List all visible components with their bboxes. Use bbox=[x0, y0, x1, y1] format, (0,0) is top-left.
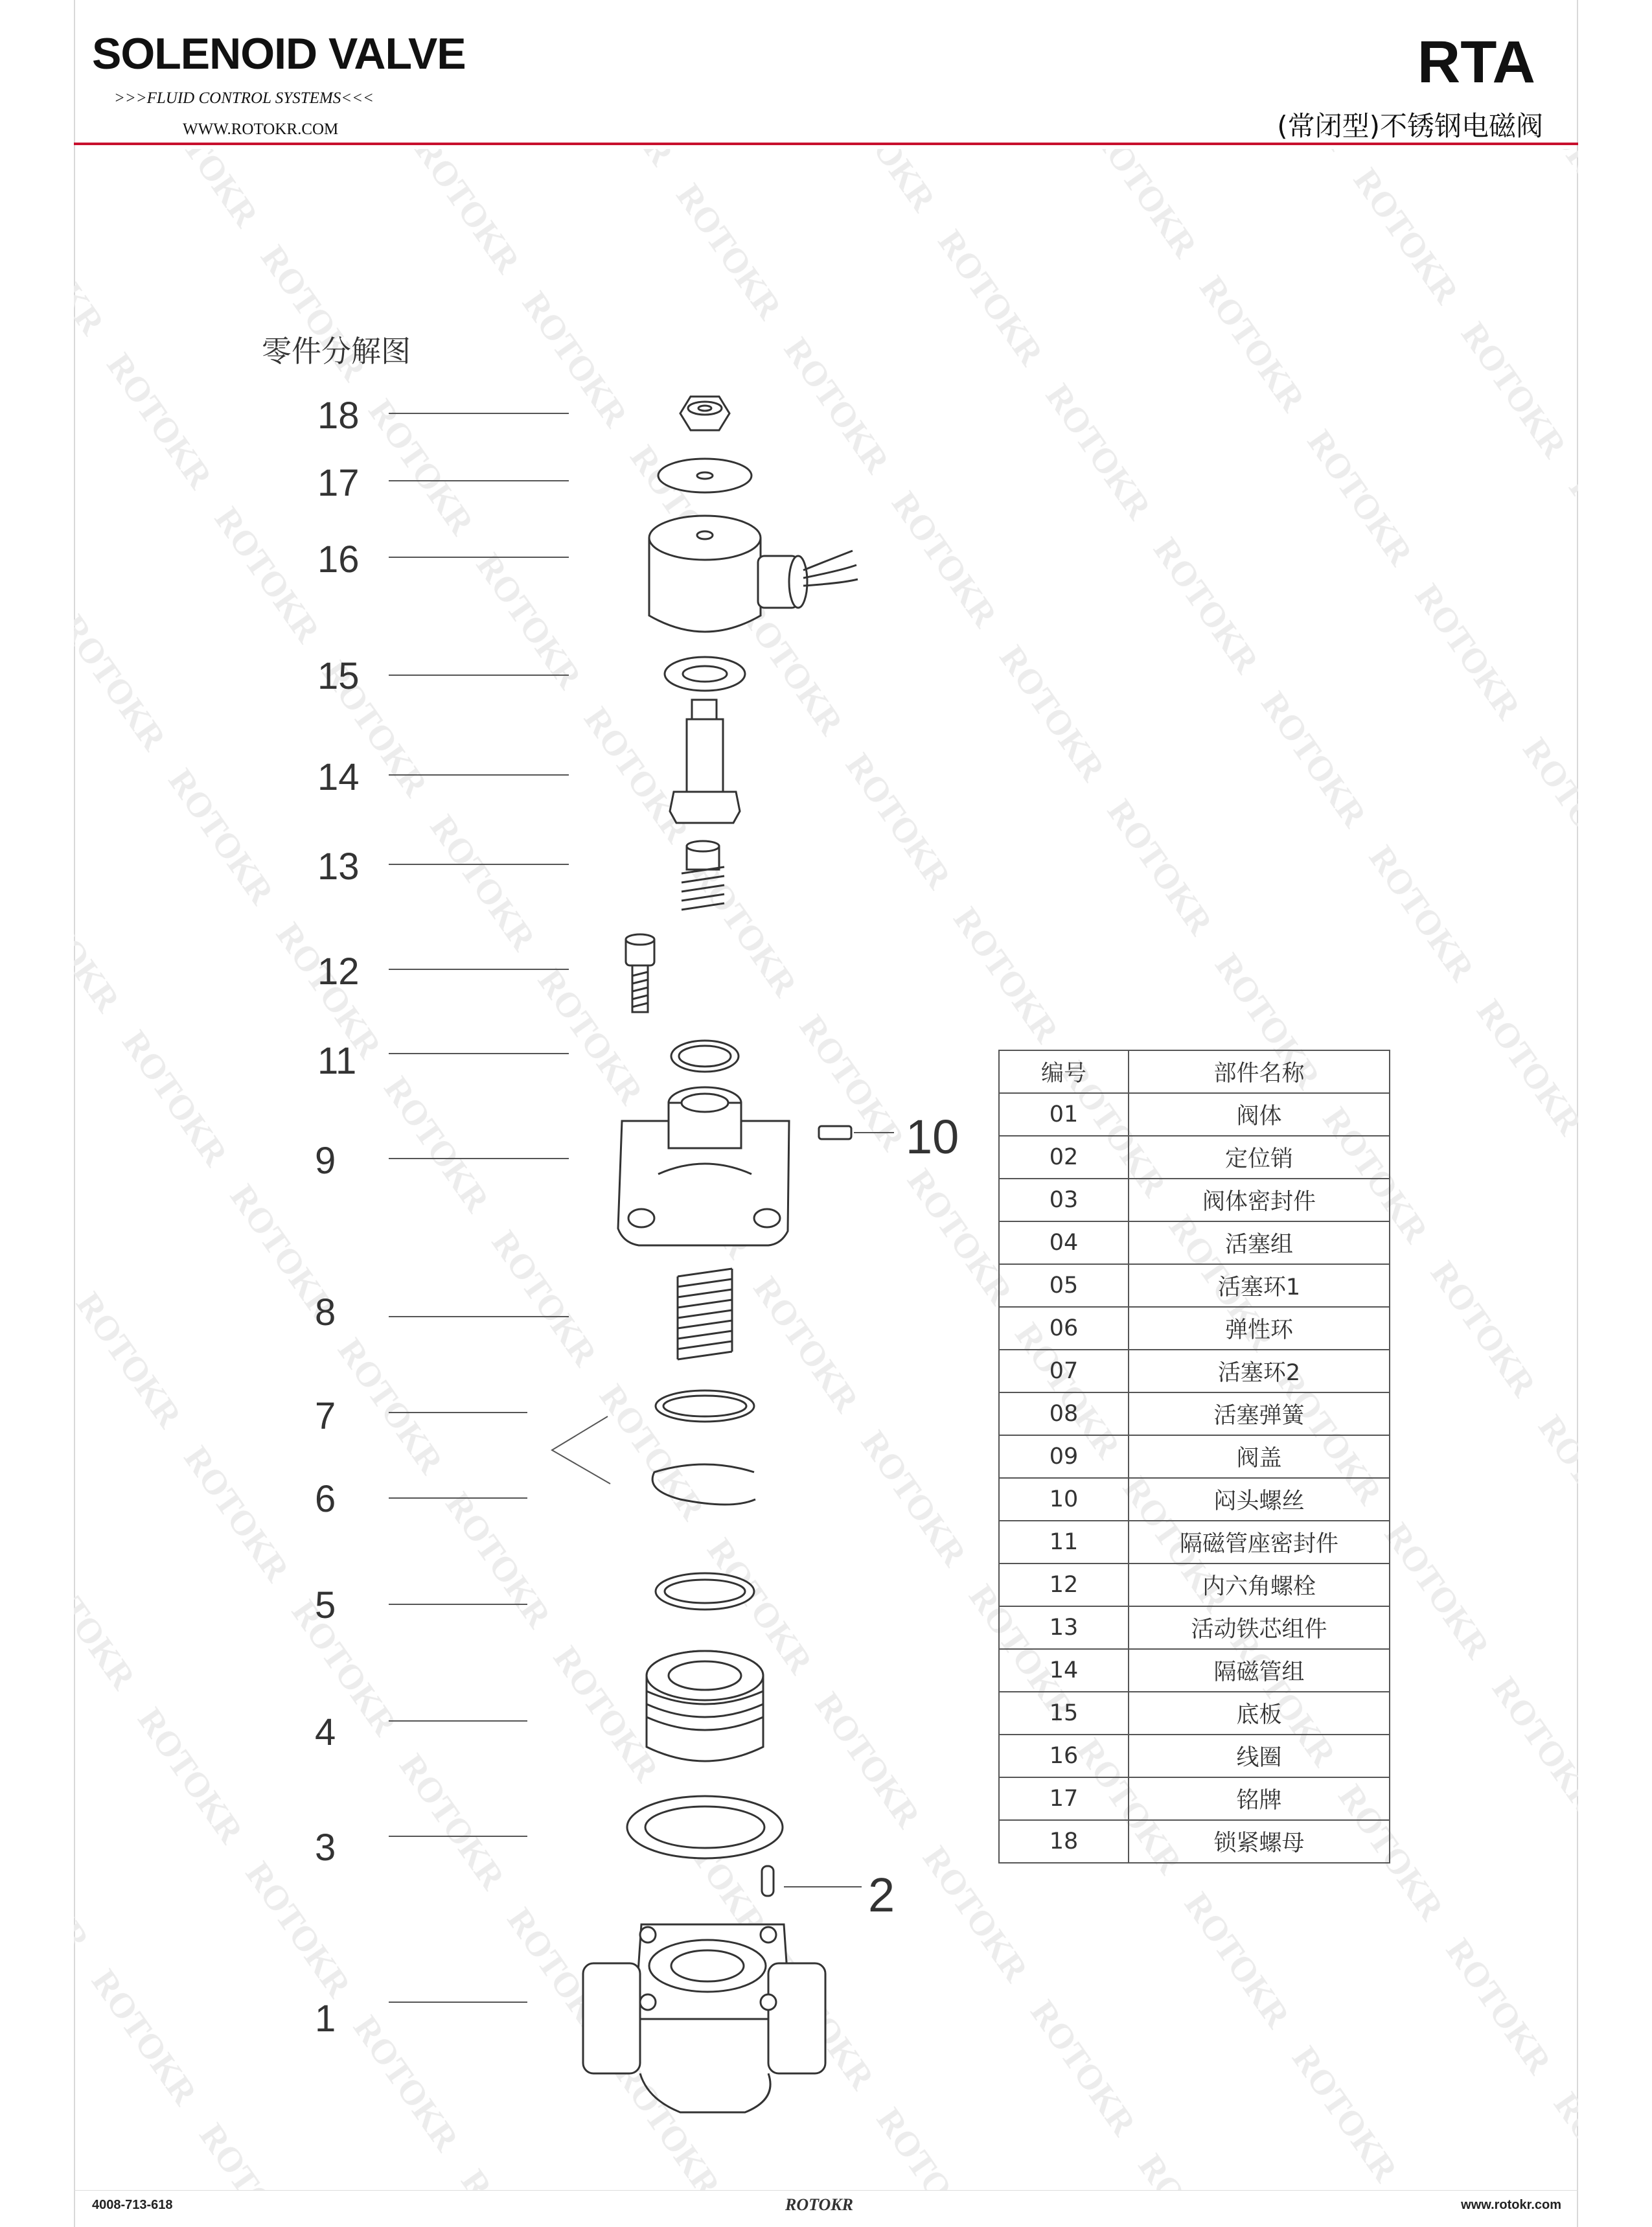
footer-rule bbox=[74, 2190, 1578, 2191]
footer-logo: ROTOKR bbox=[785, 2195, 853, 2214]
table-row bbox=[999, 1649, 1390, 1692]
table-row bbox=[999, 1777, 1390, 1820]
part-label-6: 6 bbox=[315, 1478, 336, 1520]
part-label-3: 3 bbox=[315, 1827, 336, 1869]
part-label-2: 2 bbox=[868, 1868, 895, 1922]
part-label-13: 13 bbox=[317, 846, 360, 888]
table-row bbox=[999, 1820, 1390, 1863]
footer-phone: 4008-713-618 bbox=[92, 2198, 173, 2212]
part-name: 阀体密封件 bbox=[1129, 1179, 1390, 1221]
part-number: 07 bbox=[999, 1350, 1129, 1392]
part-name: 弹性环 bbox=[1129, 1307, 1390, 1350]
part-number: 17 bbox=[999, 1777, 1129, 1820]
part-number: 12 bbox=[999, 1564, 1129, 1606]
part-name: 线圈 bbox=[1129, 1735, 1390, 1777]
part-label-1: 1 bbox=[315, 1998, 336, 2040]
part-name: 内六角螺栓 bbox=[1129, 1564, 1390, 1606]
part-label-11: 11 bbox=[317, 1040, 357, 1082]
table-row bbox=[999, 1735, 1390, 1777]
table-row bbox=[999, 1692, 1390, 1735]
footer-url: www.rotokr.com bbox=[1461, 2198, 1561, 2212]
part-name: 活动铁芯组件 bbox=[1129, 1606, 1390, 1649]
part-number: 04 bbox=[999, 1221, 1129, 1264]
part-name: 隔磁管座密封件 bbox=[1129, 1521, 1390, 1564]
part-name: 铭牌 bbox=[1129, 1777, 1390, 1820]
table-header-name: 部件名称 bbox=[1129, 1050, 1390, 1093]
table-row bbox=[999, 1606, 1390, 1649]
part-label-12: 12 bbox=[317, 951, 360, 993]
part-name: 活塞环1 bbox=[1129, 1264, 1390, 1307]
part-label-8: 8 bbox=[315, 1291, 336, 1333]
part-label-18: 18 bbox=[317, 395, 360, 437]
brand-tagline: >>>FLUID CONTROL SYSTEMS<<< bbox=[114, 89, 374, 107]
part-number: 02 bbox=[999, 1136, 1129, 1179]
part-name: 活塞环2 bbox=[1129, 1350, 1390, 1392]
part-name: 活塞弹簧 bbox=[1129, 1392, 1390, 1435]
part-name: 定位销 bbox=[1129, 1136, 1390, 1179]
table-row bbox=[999, 1392, 1390, 1435]
brand-website: WWW.ROTOKR.COM bbox=[183, 121, 339, 138]
table-row bbox=[999, 1093, 1390, 1136]
part-label-4: 4 bbox=[315, 1711, 336, 1753]
part-label-10: 10 bbox=[906, 1110, 959, 1164]
part-name: 锁紧螺母 bbox=[1129, 1820, 1390, 1863]
part-name: 活塞组 bbox=[1129, 1221, 1390, 1264]
part-number: 15 bbox=[999, 1692, 1129, 1735]
part-number: 01 bbox=[999, 1093, 1129, 1136]
part-label-17: 17 bbox=[317, 462, 360, 504]
table-row bbox=[999, 1307, 1390, 1350]
part-number: 03 bbox=[999, 1179, 1129, 1221]
part-number: 05 bbox=[999, 1264, 1129, 1307]
model-code: RTA bbox=[1417, 29, 1535, 95]
table-row bbox=[999, 1521, 1390, 1564]
part-label-15: 15 bbox=[317, 655, 360, 697]
part-label-7: 7 bbox=[315, 1395, 336, 1437]
part-number: 09 bbox=[999, 1435, 1129, 1478]
brand-title: SOLENOID VALVE bbox=[92, 29, 466, 78]
part-name: 隔磁管组 bbox=[1129, 1649, 1390, 1692]
part-name: 阀体 bbox=[1129, 1093, 1390, 1136]
table-row bbox=[999, 1435, 1390, 1478]
part-number: 13 bbox=[999, 1606, 1129, 1649]
table-row bbox=[999, 1478, 1390, 1521]
table-row bbox=[999, 1136, 1390, 1179]
part-label-14: 14 bbox=[317, 756, 360, 798]
model-description: (常闭型)不锈钢电磁阀 bbox=[1277, 110, 1543, 142]
part-name: 阀盖 bbox=[1129, 1435, 1390, 1478]
part-number: 14 bbox=[999, 1649, 1129, 1692]
part-label-5: 5 bbox=[315, 1584, 336, 1626]
table-row bbox=[999, 1264, 1390, 1307]
part-number: 18 bbox=[999, 1820, 1129, 1863]
part-number: 10 bbox=[999, 1478, 1129, 1521]
table-row bbox=[999, 1179, 1390, 1221]
parts-table bbox=[998, 1050, 1390, 1864]
part-name: 闷头螺丝 bbox=[1129, 1478, 1390, 1521]
part-number: 08 bbox=[999, 1392, 1129, 1435]
exploded-view-title: 零件分解图 bbox=[262, 334, 411, 369]
part-number: 16 bbox=[999, 1735, 1129, 1777]
part-name: 底板 bbox=[1129, 1692, 1390, 1735]
part-label-16: 16 bbox=[317, 538, 360, 581]
part-label-9: 9 bbox=[315, 1140, 336, 1182]
part-number: 06 bbox=[999, 1307, 1129, 1350]
table-row bbox=[999, 1350, 1390, 1392]
table-row bbox=[999, 1564, 1390, 1606]
table-header-number: 编号 bbox=[999, 1050, 1129, 1093]
part-number: 11 bbox=[999, 1521, 1129, 1564]
table-row bbox=[999, 1221, 1390, 1264]
